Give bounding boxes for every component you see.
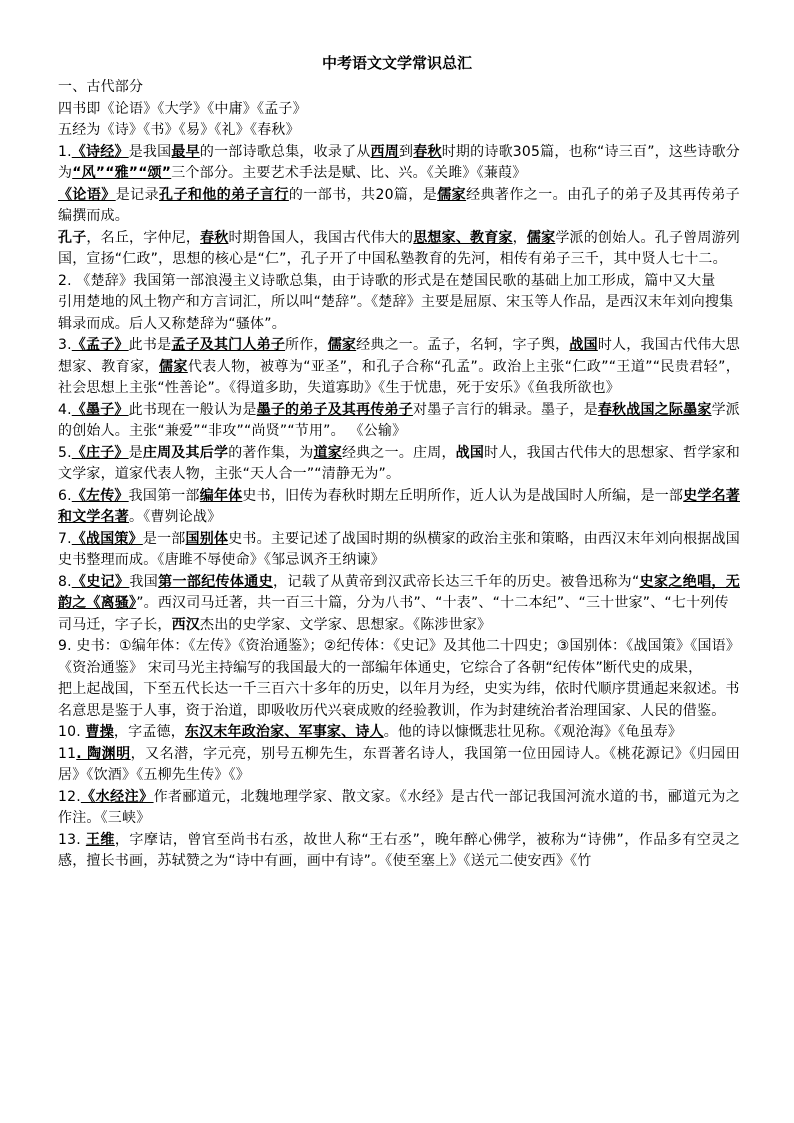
text-run: 5.	[58, 444, 72, 461]
paragraph	[58, 486, 740, 529]
text-run: 五经为《诗》《书》《易》《礼》《春秋》	[58, 122, 300, 138]
text-run: 是我国	[128, 143, 172, 160]
emphasis-text: 《论语》	[58, 186, 116, 203]
emphasis-text: 国别体	[185, 530, 229, 547]
text-run: 。他的诗以慷慨悲壮见称。《观沧海》《龟虽寿》	[383, 724, 683, 740]
text-run: 所作，	[285, 337, 328, 353]
document-body	[58, 77, 740, 873]
text-run: 我国第一部	[128, 487, 200, 504]
text-run: ，字孟德，	[113, 724, 185, 740]
text-run: 史书。主要记述了战国时期的纵横家的政治主张和策略，由西汉末年刘向根据战国史书整理而成。《唐雎不辱使命》《邹忌讽齐王纳谏》	[58, 530, 740, 568]
paragraph	[58, 99, 740, 121]
emphasis-text: 春秋战国之际墨家	[597, 401, 712, 418]
emphasis-text: 儒家	[158, 358, 188, 375]
paragraph	[58, 744, 740, 787]
text-run: ，记载了从黄帝到汉武帝长达三千年的历史。被鲁迅称为“	[273, 573, 640, 590]
text-run: 对墨子言行的辑录。墨子，是	[413, 401, 598, 418]
paragraph	[58, 400, 740, 443]
emphasis-text: 春秋	[200, 229, 229, 246]
text-run: 司马迁，字子长，	[58, 616, 172, 633]
emphasis-text: 孟子及其门人弟子	[171, 337, 286, 353]
text-run: 2. 《楚辞》我国第一部浪漫主义诗歌总集，由于诗歌的形式是在楚国民歌的基础上加工形成，篇中又大量	[58, 272, 716, 289]
text-run: 四书即《论语》《大学》《中庸》《孟子》	[58, 100, 307, 117]
emphasis-text: 西汉	[171, 616, 201, 633]
text-run: 10.	[58, 724, 86, 740]
paragraph	[58, 292, 740, 314]
document-title: 中考语文文学常识总汇	[321, 54, 472, 72]
text-run: 6.	[58, 487, 72, 504]
paragraph	[58, 572, 740, 615]
text-run: 名意思是鉴于人事，资于治道，即吸收历代兴衰成败的经验教训，作为封建统治者治理国家、人民的借鉴。	[58, 702, 726, 719]
paragraph	[58, 830, 740, 873]
paragraph	[58, 228, 740, 271]
paragraph	[58, 77, 740, 99]
emphasis-text: 春秋	[413, 143, 442, 160]
text-run: 《资治通鉴》 宋司马光主持编写的我国最大的一部编年体通史，它综合了各朝“纪传体”断代史的成果，	[58, 659, 703, 676]
text-run: 时期的诗歌305篇，也称“诗三百”，这些诗歌分为	[58, 143, 741, 181]
text-run: 此书现在一般认为是	[128, 401, 257, 418]
emphasis-text: 道家	[313, 444, 342, 461]
paragraph	[58, 787, 740, 830]
emphasis-text: 儒家	[437, 186, 467, 203]
paragraph	[58, 185, 740, 228]
text-run: 的著作集，为	[228, 444, 314, 461]
text-run: 时期鲁国人，我国古代伟大的	[228, 229, 414, 246]
emphasis-text: 东汉末年政治家、军事家、诗人	[184, 724, 384, 740]
text-run: 的一部诗歌总集，收录了从	[199, 143, 371, 160]
text-run: 引用楚地的风土物产和方言词汇，所以叫“楚辞”。《楚辞》主要是屈原、宋玉等人作品，是西汉末年刘向搜集	[58, 294, 734, 310]
text-run: 是一部	[142, 530, 186, 547]
emphasis-text: 战国	[455, 444, 485, 461]
paragraph	[58, 701, 740, 723]
emphasis-text: 曹操	[85, 724, 114, 740]
emphasis-text: 《庄子》	[71, 444, 129, 461]
emphasis-text: 王维	[85, 831, 115, 848]
emphasis-text: 《史记》	[71, 573, 130, 590]
emphasis-text: 《孟子》	[71, 337, 129, 353]
text-run: 到	[399, 143, 414, 160]
text-run: 4.	[58, 401, 72, 418]
paragraph	[58, 120, 740, 142]
text-run: 代表人物，被尊为“亚圣”，和孔子合称“孔孟”。政治上主张“仁政”“王道”“民贵君轻”，社会思想上主张“性善论”。《得道多助，失道寡助》《生于忧患，死于安乐》《鱼我所欲也》	[58, 358, 740, 396]
text-run: 时人，我国古代伟大思想家、教育家，	[58, 337, 740, 375]
text-run: 杰出的史学家、文学家、思想家。《陈涉世家》	[200, 616, 492, 633]
emphasis-text: 儒家	[526, 229, 556, 246]
emphasis-text: 《诗经》	[71, 143, 129, 160]
text-run: 13.	[58, 831, 86, 848]
text-run: 经典之一。庄周，	[341, 444, 456, 461]
text-run: 11	[58, 745, 77, 762]
emphasis-text: 墨子的弟子及其再传弟子	[256, 401, 413, 418]
emphasis-text: 《左传》	[71, 487, 129, 504]
text-run: ，字摩诘，曾官至尚书右丞，故世人称“王右丞”，晚年醉心佛学，被称为“诗佛”，作品多有空灵之感，擅长书画，苏轼赞之为“诗中有画，画中有诗”。《使至塞上》《送元二使安西》《竹	[58, 831, 741, 869]
paragraph	[58, 142, 740, 185]
text-run: ，又名潜，字元亮，别号五柳先生，东晋著名诗人，我国第一位田园诗人。《桃花源记》《归园田居》《饮酒》《五柳先生传》《》	[58, 745, 740, 783]
emphasis-text: 儒家	[327, 337, 357, 353]
text-run: 时人，我国古代伟大的思想家、哲学家和文学家，道家代表人物，主张“天人合一”“清静无为”。	[58, 444, 740, 482]
text-run: 经典之一。孟子，名轲，字子舆，	[356, 337, 570, 353]
emphasis-text: 最早	[171, 143, 200, 160]
emphasis-text: 史家之绝唱，无韵之《离骚》	[58, 573, 740, 611]
text-run: 1.	[58, 143, 72, 160]
text-run: 一、古代部分	[58, 79, 144, 95]
emphasis-text: 战国	[569, 337, 598, 353]
emphasis-text: 第一部纪传体通史	[158, 573, 273, 590]
emphasis-text: 孔子	[58, 229, 87, 246]
paragraph	[58, 314, 740, 336]
text-run: 的一部书，共20篇，是	[288, 186, 438, 203]
emphasis-text: 史学名著和文学名著	[58, 487, 740, 525]
emphasis-text: 《战国策》	[71, 530, 143, 547]
paragraph	[58, 658, 740, 680]
text-run: ”。西汉司马迁著，共一百三十篇，分为八书”、“十表”、“十二本纪”、“三十世家”、“七十列传	[136, 595, 729, 611]
paragraph	[58, 529, 740, 572]
paragraph	[58, 636, 740, 658]
emphasis-text: . 陶渊明	[76, 745, 131, 762]
text-run: ，名丘，字仲尼，	[86, 229, 201, 246]
text-run: 把上起战国，下至五代长达一千三百六十多年的历史，以年月为经，史实为纬，依时代顺序贯通起来叙述。书	[58, 681, 740, 697]
paragraph	[58, 443, 740, 486]
text-run: 是	[128, 444, 143, 461]
emphasis-text: 《水经注》	[80, 788, 154, 805]
text-run: 经典著作之一。由孔子的弟子及其再传弟子编撰而成。	[58, 186, 740, 224]
text-run: 史书，旧传为春秋时期左丘明所作，近人认为是战国时人所编，是一部	[242, 487, 684, 504]
emphasis-text: 庄周及其后学	[142, 444, 229, 461]
text-run: 。《曹刿论战》	[129, 509, 222, 525]
text-run: ，	[512, 229, 527, 246]
text-run: 作者郦道元，北魏地理学家、散文家。《水经》是古代一部记我国河流水道的书，郦道元为之作注。《三峡》	[58, 788, 740, 826]
text-run: 辑录而成。后人又称楚辞为“骚体”。	[58, 315, 286, 332]
text-run: 学派的创始人。孔子曾周游列国，宣扬“仁政”，思想的核心是“仁”，孔子开了中国私塾教育的先河，相传有弟子三千，其中贤人七十二。	[58, 229, 740, 267]
text-run: 我国	[129, 573, 159, 590]
text-run: 是记录	[115, 186, 160, 203]
paragraph	[58, 335, 740, 400]
paragraph	[58, 679, 740, 701]
text-run: 此书是	[128, 337, 172, 353]
text-run: 学派的创始人。主张“兼爱”“非攻”“尚贤”“节用”。 《公输》	[58, 401, 740, 439]
emphasis-text: “风”“雅”“颂”	[72, 165, 172, 181]
emphasis-text: 《墨子》	[71, 401, 129, 418]
text-run: 12.	[58, 788, 81, 805]
text-run: 9. 史书：①编年体：《左传》《资治通鉴》；②纪传体：《史记》及其他二十四史；③国别体：《战国策》《国语》	[58, 638, 741, 654]
text-run: 8.	[58, 573, 72, 590]
paragraph	[58, 271, 740, 293]
paragraph	[58, 615, 740, 637]
text-run: 7.	[58, 530, 72, 547]
emphasis-text: 孔子和他的弟子言行	[159, 186, 289, 203]
emphasis-text: 编年体	[199, 487, 243, 504]
text-run: 3.	[58, 337, 72, 353]
text-run: 三个部分。主要艺术手法是赋、比、兴。《关雎》《蒹葭》	[171, 165, 527, 181]
emphasis-text: 思想家、教育家	[413, 229, 513, 246]
paragraph	[58, 722, 740, 744]
emphasis-text: 西周	[370, 143, 399, 160]
